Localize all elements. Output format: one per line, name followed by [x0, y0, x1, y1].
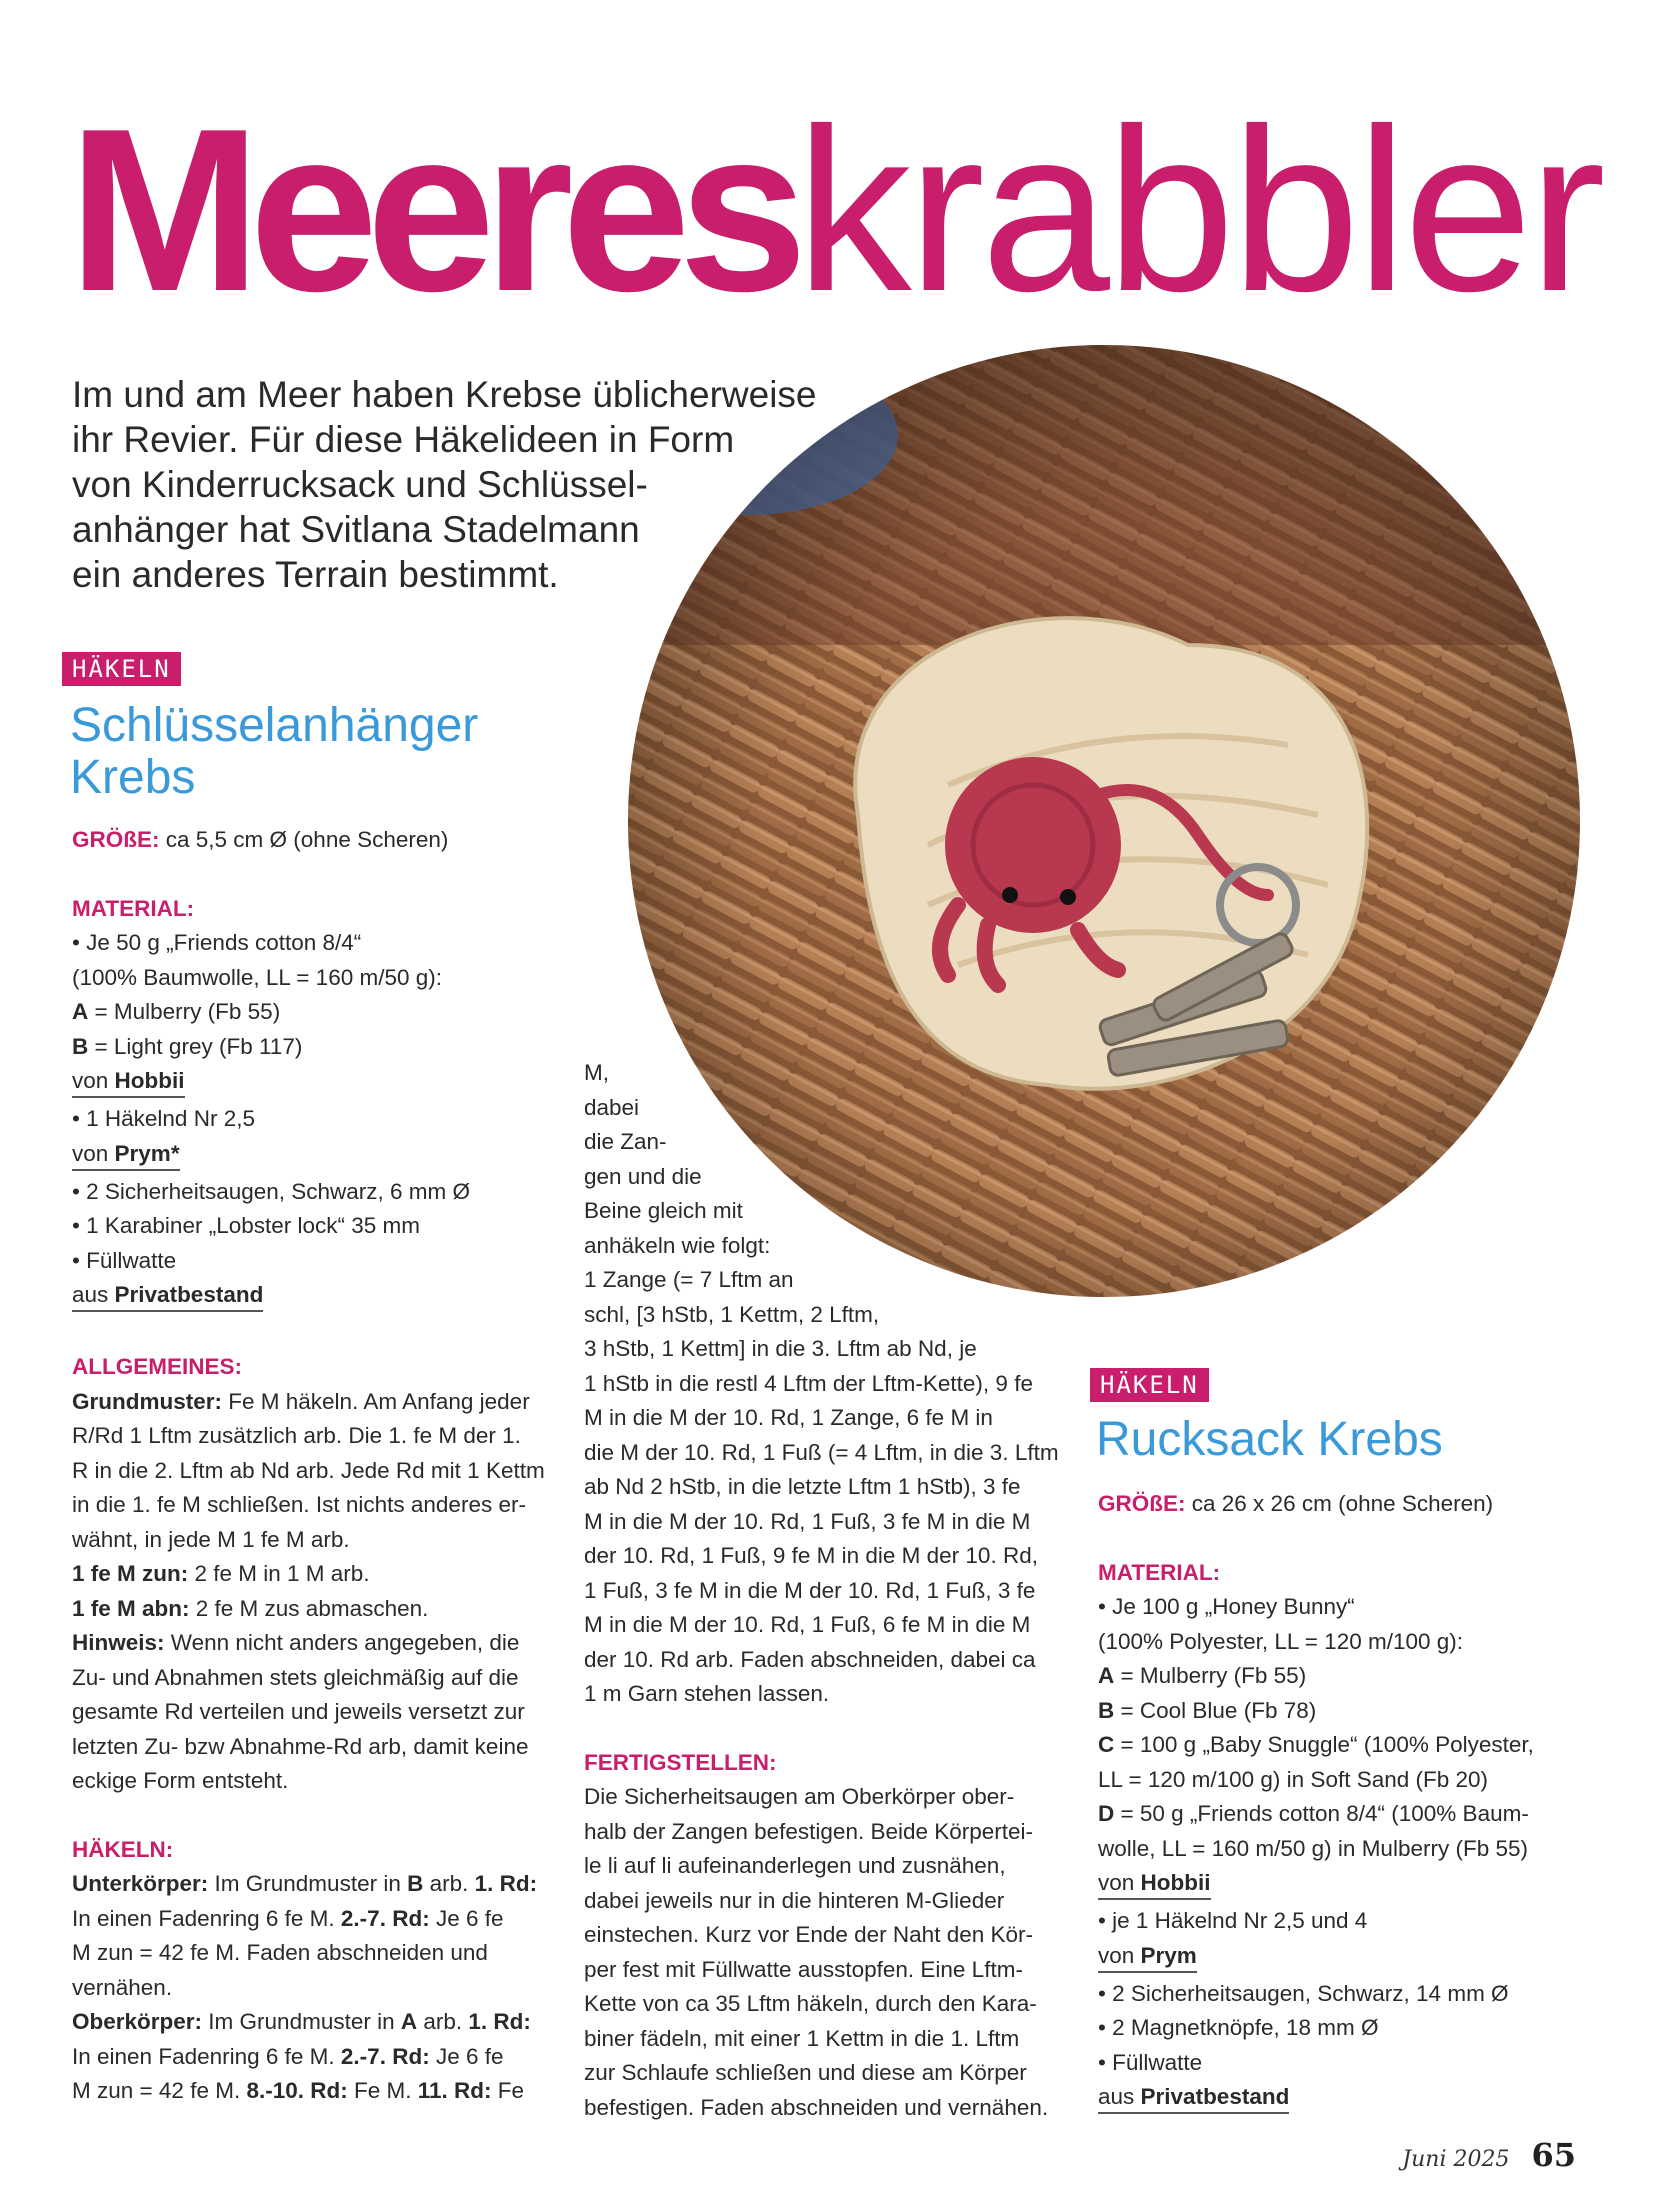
text-line: schl, [3 hStb, 1 Kettm, 2 Lftm,: [584, 1301, 880, 1327]
material-line: • je 1 Häkelnd Nr 2,5 und 4: [1098, 1908, 1368, 1933]
term-text: Je 6 fe: [429, 2043, 504, 2069]
color-key: A: [400, 2009, 418, 2034]
section-badge: HÄKELN: [62, 652, 181, 686]
supplier-brand: Hobbii: [1140, 1870, 1211, 1895]
supplier-prefix: von: [72, 1068, 115, 1093]
column-3: [1098, 1487, 1598, 2118]
text-line: einstechen. Kurz vor Ende der Naht den Kör-: [584, 1922, 1034, 1947]
text-line: [72, 1557, 562, 1592]
term: Hinweis:: [72, 1630, 165, 1655]
text-line: le li auf li aufeinanderlegen und zusnähen,: [584, 1853, 1006, 1878]
material-heading: MATERIAL:: [1098, 1559, 1221, 1585]
material-line: LL = 120 m/100 g) in Soft Sand (Fb 20): [1098, 1766, 1489, 1792]
text-line: zur Schlaufe schließen und diese am Körper: [584, 2060, 1027, 2085]
text-line: M in die M der 10. Rd, 1 Fuß, 3 fe M in die M: [584, 1508, 1031, 1534]
supplier-row: [72, 1137, 562, 1175]
intro-line: von Kinderrucksack und Schlüssel-: [72, 464, 648, 505]
intro-line: Im und am Meer haben Krebse üblicherweise: [72, 374, 817, 415]
color-key: A: [1098, 1663, 1115, 1688]
column-1: [72, 823, 562, 2109]
text-line: [72, 1867, 562, 1902]
supplier-prefix: aus: [1098, 2084, 1141, 2109]
color-value: = Mulberry (Fb 55): [88, 999, 281, 1024]
text-line: 3 hStb, 1 Kettm] in die 3. Lftm ab Nd, je: [584, 1336, 977, 1361]
section-title-line: Schlüsselanhänger: [70, 699, 479, 752]
term-text: Wenn nicht anders angegeben, die: [164, 1630, 520, 1655]
text-line: vernähen.: [72, 1974, 173, 2000]
text-line: M in die M der 10. Rd, 1 Fuß, 6 fe M in die M: [584, 1612, 1031, 1637]
color-key: A: [72, 999, 89, 1024]
spacer: [584, 1712, 1064, 1746]
color-key: B: [407, 1871, 424, 1896]
text-line: Beine gleich mit: [584, 1198, 743, 1223]
text-line: befestigen. Faden abschneiden und vernähen.: [584, 2094, 1049, 2120]
text-line: [72, 1592, 562, 1627]
text-line: 1 Zange (= 7 Lftm an: [584, 1267, 794, 1292]
supplier-prefix: von: [1098, 1870, 1141, 1895]
page-title: [68, 81, 1602, 340]
text-line: halb der Zangen befestigen. Beide Körpertei-: [584, 1818, 1034, 1844]
term: 1 fe M abn:: [72, 1595, 190, 1621]
intro-line: ihr Revier. Für diese Häkelideen in Form: [72, 419, 735, 460]
material-line: [1098, 1728, 1598, 1763]
material-line: (100% Polyester, LL = 120 m/100 g):: [1098, 1628, 1464, 1654]
text-line: R/Rd 1 Lftm zusätzlich arb. Die 1. fe M der 1.: [72, 1423, 521, 1448]
color-value: = 50 g „Friends cotton 8/4“ (100% Baum-: [1114, 1801, 1529, 1826]
material-line: • Je 100 g „Honey Bunny“: [1098, 1594, 1355, 1619]
supplier-prefix: von: [1098, 1942, 1141, 1968]
text-line: Kette von ca 35 Lftm häkeln, durch den Kara-: [584, 1991, 1037, 2016]
page-number: 65: [1531, 2136, 1576, 2174]
material-line: • Je 50 g „Friends cotton 8/4“: [72, 930, 362, 955]
material-line: [72, 1030, 562, 1065]
round-label: 2.-7. Rd:: [340, 1905, 430, 1931]
term-text: arb.: [417, 2009, 469, 2034]
term: Oberkörper:: [72, 2009, 203, 2034]
text-line: M,: [584, 1060, 609, 1085]
column-2: [584, 1056, 1064, 2125]
section-badge: HÄKELN: [1090, 1368, 1209, 1402]
text-line: biner fädeln, mit einer 1 Kettm in die 1. Lftm: [584, 2025, 1020, 2051]
term-text: 2 fe M zus abmaschen.: [189, 1595, 429, 1621]
text-line: dabei: [584, 1094, 640, 1120]
material-line: • Füllwatte: [72, 1247, 177, 1273]
supplier-brand: Privatbestand: [114, 1282, 264, 1307]
supplier-prefix: von: [72, 1140, 115, 1166]
text-line: M zun = 42 fe M. Faden abschneiden und: [72, 1940, 488, 1965]
round-label: 11. Rd:: [417, 2078, 492, 2103]
size-label: GRÖßE:: [72, 827, 160, 852]
material-line: wolle, LL = 160 m/50 g) in Mulberry (Fb 55): [1098, 1835, 1528, 1861]
page-footer: [1402, 2136, 1576, 2174]
section-title-backpack: [1096, 1414, 1443, 1466]
material-line: • 2 Magnetknöpfe, 18 mm Ø: [1098, 2015, 1379, 2040]
spacer: [72, 1316, 562, 1350]
term-text: 2 fe M in 1 M arb.: [188, 1561, 370, 1586]
material-line: (100% Baumwolle, LL = 160 m/50 g):: [72, 964, 442, 990]
color-key: D: [1098, 1801, 1115, 1826]
color-value: = Light grey (Fb 117): [88, 1033, 303, 1059]
term: 1 fe M zun:: [72, 1561, 189, 1586]
material-line: • 1 Häkelnd Nr 2,5: [72, 1106, 255, 1131]
text-line: in die 1. fe M schließen. Ist nichts anderes er-: [72, 1492, 526, 1517]
term-text: Fe M.: [347, 2078, 418, 2103]
text-line: Zu- und Abnahmen stets gleichmäßig auf die: [72, 1664, 519, 1690]
material-line: [1098, 1659, 1598, 1694]
color-key: B: [1098, 1697, 1115, 1723]
supplier-row: [1098, 2080, 1598, 2118]
text-line: anhäkeln wie folgt:: [584, 1232, 771, 1258]
text-line: gen und die: [584, 1163, 702, 1189]
title-light-part: krabbler: [795, 81, 1602, 340]
supplier-row: [1098, 1939, 1598, 1977]
size-value: ca 26 x 26 cm (ohne Scheren): [1191, 1491, 1494, 1516]
spacer: [72, 858, 562, 892]
section-title-keychain: [70, 700, 478, 804]
text-line: [72, 1902, 562, 1937]
text-line: letzten Zu- bzw Abnahme-Rd arb, damit keine: [72, 1733, 529, 1759]
round-label: 1. Rd:: [474, 1871, 538, 1896]
color-value: = 100 g „Baby Snuggle“ (100% Polyester,: [1114, 1732, 1534, 1757]
crochet-heading: HÄKELN:: [72, 1836, 174, 1862]
material-line: • 1 Karabiner „Lobster lock“ 35 mm: [72, 1213, 421, 1238]
material-line: • 2 Sicherheitsaugen, Schwarz, 14 mm Ø: [1098, 1980, 1509, 2006]
round-label: 1. Rd:: [468, 2009, 531, 2034]
text-line: [72, 1385, 562, 1420]
supplier-credit: [72, 1280, 263, 1312]
text-line: gesamte Rd verteilen und jeweils versetzt zur: [72, 1699, 525, 1724]
spacer: [72, 1799, 562, 1833]
term-text: In einen Fadenring 6 fe M.: [72, 1905, 341, 1931]
text-line: ab Nd 2 hStb, in die letzte Lftm 1 hStb), 3 fe: [584, 1474, 1021, 1499]
supplier-credit: [72, 1066, 185, 1098]
text-line: [72, 2040, 562, 2075]
text-line: wähnt, in jede M 1 fe M arb.: [72, 1526, 350, 1552]
material-line: [1098, 1797, 1598, 1832]
supplier-credit: [1098, 1868, 1211, 1900]
text-line: [72, 1626, 562, 1661]
size-row: [1098, 1487, 1598, 1522]
size-value: ca 5,5 cm Ø (ohne Scheren): [165, 827, 449, 852]
term: Grundmuster:: [72, 1388, 223, 1414]
term-text: M zun = 42 fe M.: [72, 2078, 247, 2103]
text-line: [72, 2005, 562, 2040]
text-line: 1 hStb in die restl 4 Lftm der Lftm-Kette), 9 fe: [584, 1370, 1033, 1396]
round-label: 2.-7. Rd:: [340, 2043, 430, 2069]
supplier-brand: Prym: [1140, 1942, 1197, 1968]
text-line: [72, 2074, 562, 2109]
supplier-brand: Hobbii: [114, 1068, 185, 1093]
issue-date: Juni 2025: [1402, 2147, 1510, 2172]
term-text: Je 6 fe: [429, 1905, 504, 1931]
title-bold-part: Meeres: [68, 81, 796, 340]
general-heading: ALLGEMEINES:: [72, 1354, 243, 1379]
section-title-line: Krebs: [70, 751, 196, 804]
term-text: Im Grundmuster in: [208, 1871, 408, 1896]
text-line: 1 Fuß, 3 fe M in die M der 10. Rd, 1 Fuß, 3 fe: [584, 1577, 1036, 1603]
text-line: eckige Form entsteht.: [72, 1768, 289, 1793]
material-line: • Füllwatte: [1098, 2049, 1203, 2075]
text-line: Die Sicherheitsaugen am Oberkörper ober-: [584, 1784, 1015, 1809]
color-value: = Cool Blue (Fb 78): [1114, 1697, 1317, 1723]
supplier-credit: [1098, 1941, 1197, 1973]
text-line: dabei jeweils nur in die hinteren M-Glieder: [584, 1887, 1005, 1913]
text-line: R in die 2. Lftm ab Nd arb. Jede Rd mit 1 Kettm: [72, 1457, 545, 1483]
supplier-row: [72, 1278, 562, 1316]
text-line: per fest mit Füllwatte ausstopfen. Eine Lftm-: [584, 1956, 1023, 1982]
finishing-heading: FERTIGSTELLEN:: [584, 1749, 777, 1775]
text-line: der 10. Rd, 1 Fuß, 9 fe M in die M der 10. Rd,: [584, 1543, 1038, 1568]
size-row: [72, 823, 562, 858]
term: Unterkörper:: [72, 1871, 209, 1896]
material-heading: MATERIAL:: [72, 895, 195, 921]
intro-line: ein anderes Terrain bestimmt.: [72, 554, 559, 595]
text-line: M in die M der 10. Rd, 1 Zange, 6 fe M in: [584, 1405, 993, 1430]
color-value: = Mulberry (Fb 55): [1114, 1663, 1307, 1688]
term-text: arb.: [423, 1871, 475, 1896]
color-key: C: [1098, 1732, 1115, 1757]
supplier-brand: Prym*: [114, 1140, 180, 1166]
material-line: • 2 Sicherheitsaugen, Schwarz, 6 mm Ø: [72, 1178, 471, 1204]
term-text: Im Grundmuster in: [202, 2009, 401, 2034]
round-label: 8.-10. Rd:: [246, 2078, 348, 2103]
color-key: B: [72, 1033, 89, 1059]
term-text: Fe: [491, 2078, 525, 2103]
supplier-row: [72, 1064, 562, 1102]
term-text: In einen Fadenring 6 fe M.: [72, 2043, 341, 2069]
supplier-credit: [1098, 2082, 1289, 2114]
supplier-prefix: aus: [72, 1282, 115, 1307]
material-line: [72, 995, 562, 1030]
text-line: die M der 10. Rd, 1 Fuß (= 4 Lftm, in die 3. Lftm: [584, 1439, 1059, 1465]
text-line: 1 m Garn stehen lassen.: [584, 1681, 830, 1706]
section-title-line: Rucksack Krebs: [1096, 1413, 1443, 1466]
supplier-brand: Privatbestand: [1140, 2084, 1290, 2109]
text-line: die Zan-: [584, 1129, 667, 1154]
supplier-credit: [72, 1139, 180, 1171]
size-label: GRÖßE:: [1098, 1491, 1186, 1516]
text-line: der 10. Rd arb. Faden abschneiden, dabei ca: [584, 1646, 1036, 1672]
intro-line: anhänger hat Svitlana Stadelmann: [72, 509, 640, 550]
spacer: [1098, 1522, 1598, 1556]
term-text: Fe M häkeln. Am Anfang jeder: [222, 1388, 530, 1414]
material-line: [1098, 1694, 1598, 1729]
supplier-row: [1098, 1866, 1598, 1904]
